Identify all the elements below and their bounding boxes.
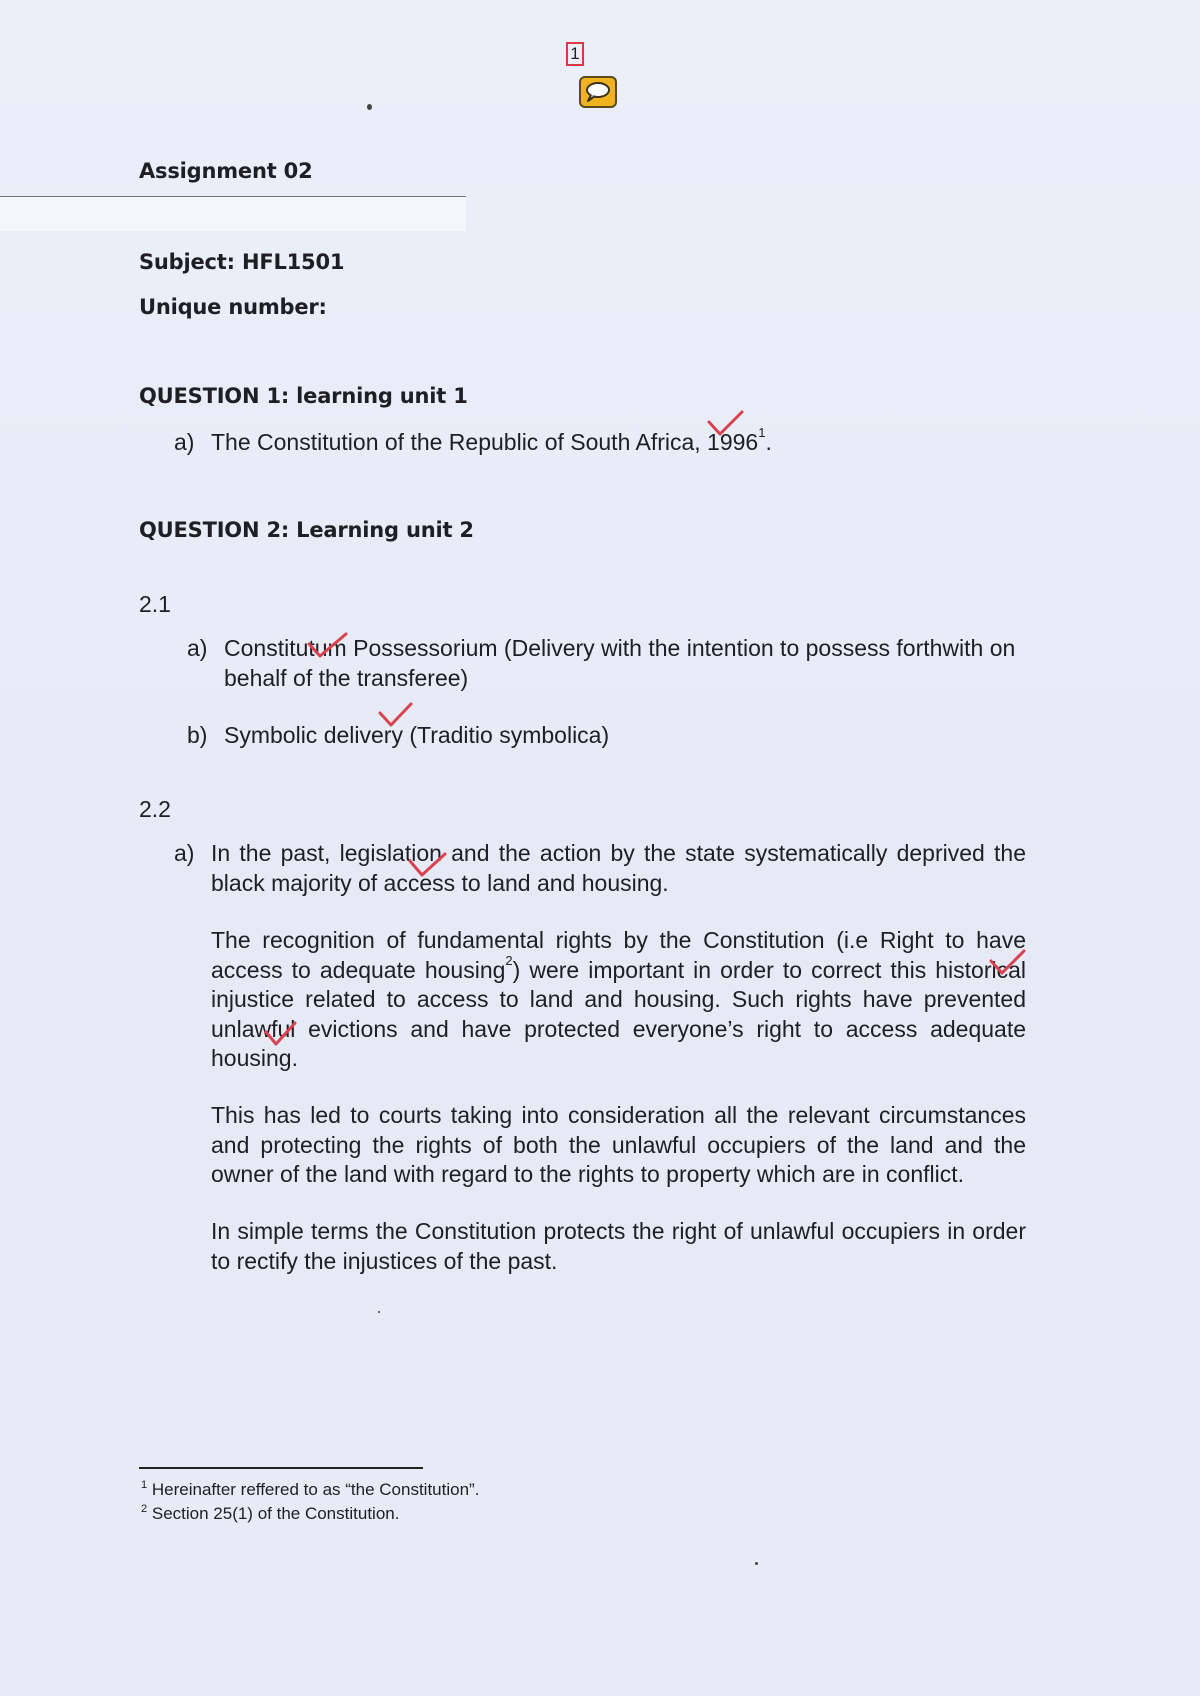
scan-speck <box>378 1311 380 1313</box>
subject-line: Subject: HFL1501 <box>139 250 345 274</box>
item-2-1-b-label: b) <box>187 722 208 748</box>
answer-paragraph-2-end: ) were important in order to correct this historical injustice related to access to land and housing. Such rights have prevented unlawful evictions and have protected everyone’s right to access adequate housing. <box>211 956 1026 1071</box>
footnote-ref: 2 <box>505 952 513 968</box>
tick-mark-icon <box>263 1019 299 1049</box>
page-number-marker[interactable]: 1 <box>566 42 584 66</box>
footnote-number: 2 <box>141 1503 148 1515</box>
tick-mark-icon <box>706 408 746 442</box>
item-2-1-a-label: a) <box>187 635 208 661</box>
comment-icon[interactable] <box>579 76 617 108</box>
q1-item-label: a) <box>174 429 195 455</box>
footnote-2 <box>141 1504 399 1524</box>
section-2-1-number: 2.1 <box>139 591 171 617</box>
answer-paragraph-3: This has led to courts taking into consideration all the relevant circumstances and protecting the rights of both the unlawful occupiers of the land and the owner of the land with regard to the rights to property which are in conflict. <box>211 1102 1026 1187</box>
answer-paragraph-1: In the past, legislation and the action by the state systematically deprived the black majority of access to land and housing. <box>211 840 1026 896</box>
q1-answer-end: . <box>765 429 772 455</box>
tick-mark-icon <box>306 630 350 660</box>
tick-mark-icon <box>407 850 449 880</box>
question-1-heading: QUESTION 1: learning unit 1 <box>139 384 468 408</box>
item-2-1-b-text: Symbolic delivery (Traditio symbolica) <box>224 722 610 748</box>
q1-answer <box>211 425 772 458</box>
footnote-number: 1 <box>141 1479 148 1491</box>
answer-paragraph-2 <box>211 926 1026 1074</box>
footnote-text: Hereinafter reffered to as “the Constitution”. <box>151 1480 480 1499</box>
question-2-heading: QUESTION 2: Learning unit 2 <box>139 518 474 542</box>
scan-speck <box>367 104 372 110</box>
footnote-1 <box>141 1480 479 1500</box>
tick-mark-icon <box>988 947 1028 979</box>
q1-answer-text: The Constitution of the Republic of South Africa, 1996 <box>211 429 759 455</box>
tick-mark-icon <box>377 700 415 732</box>
scan-speck <box>755 1562 758 1565</box>
paper-strip <box>0 196 466 231</box>
answer-paragraph-2-start: The recognition of fundamental rights by the Constitution (i.e Right to have access to adequate housing <box>211 927 1026 983</box>
assignment-title: Assignment 02 <box>139 159 313 183</box>
footnote-ref: 1 <box>758 425 766 440</box>
section-2-2-number: 2.2 <box>139 796 171 822</box>
unique-number-line: Unique number: <box>139 295 327 319</box>
footnote-rule <box>139 1467 423 1469</box>
footnote-text: Section 25(1) of the Constitution. <box>151 1504 400 1523</box>
item-2-1-a-text: Constitutum Possessorium (Delivery with the intention to possess forthwith on behalf of the transferee) <box>224 635 1016 691</box>
item-2-2-a-label: a) <box>174 840 195 866</box>
answer-paragraph-4: In simple terms the Constitution protects the right of unlawful occupiers in order to rectify the injustices of the past. <box>211 1218 1026 1274</box>
speech-bubble-icon <box>581 78 615 106</box>
